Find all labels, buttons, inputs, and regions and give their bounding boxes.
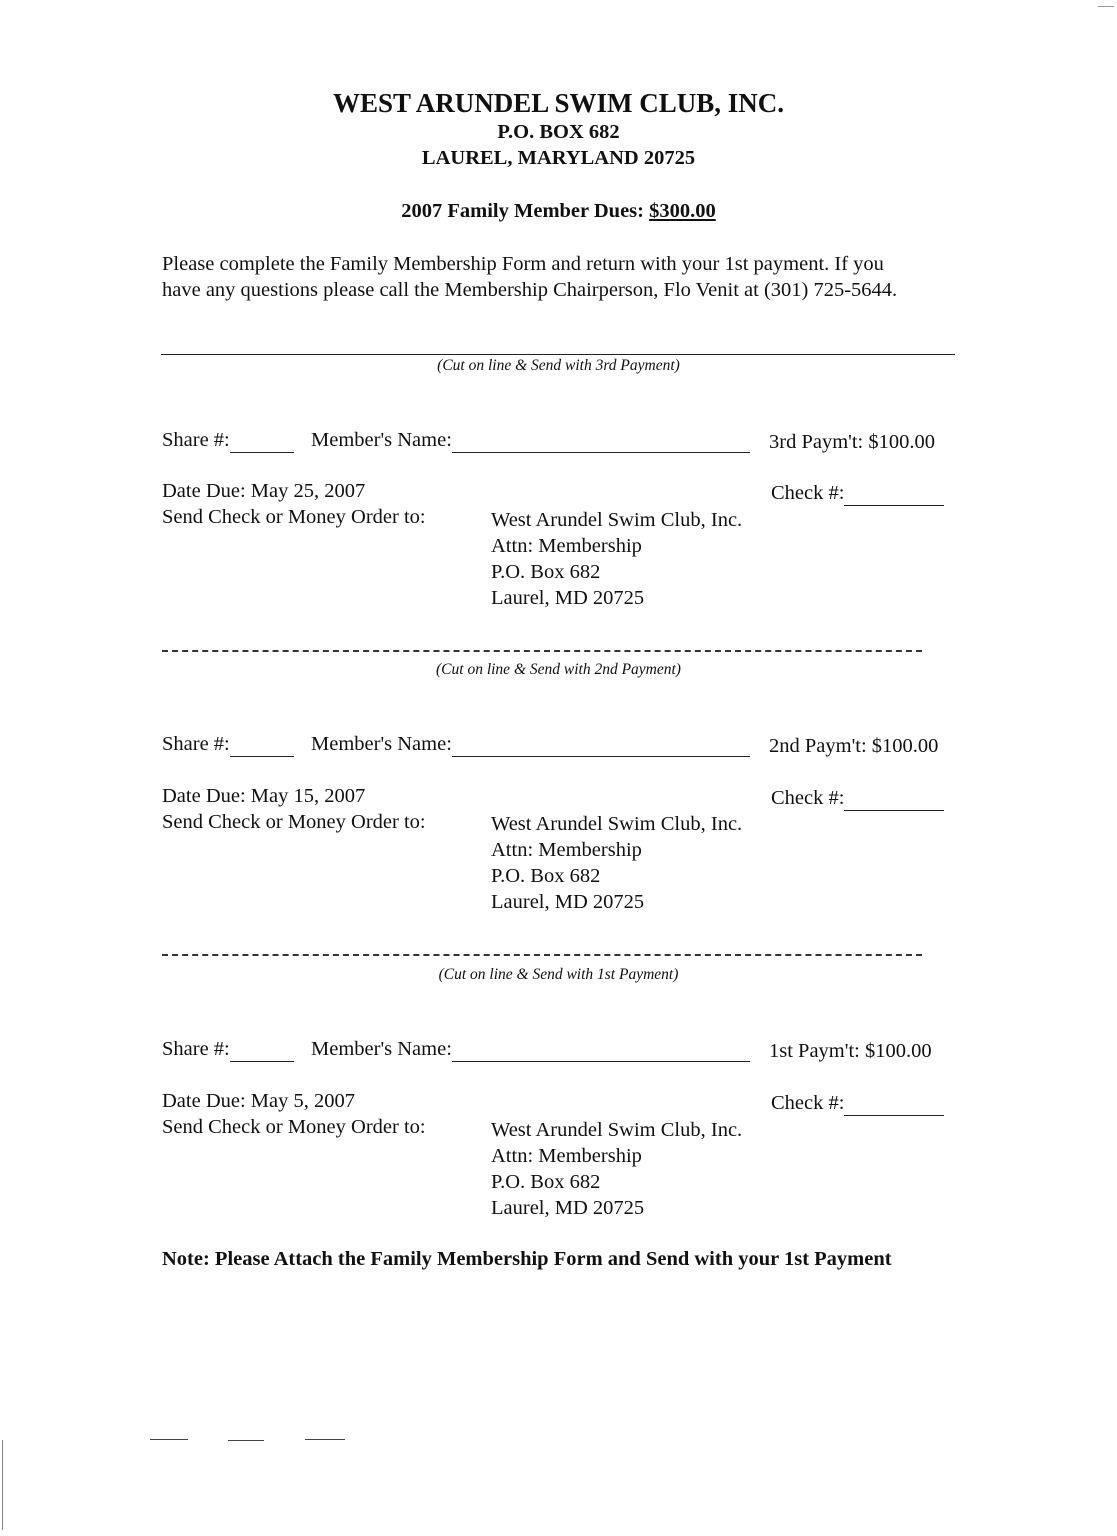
city-state: LAUREL, MARYLAND 20725 (421, 147, 696, 169)
scan-mark (150, 1439, 188, 1440)
po-box: P.O. BOX 682 (497, 121, 620, 143)
share-input[interactable] (230, 1038, 294, 1062)
mailing-address (491, 1117, 742, 1221)
check-input[interactable] (844, 1092, 944, 1116)
check-label: Check #: (771, 1092, 845, 1114)
date-due: Date Due: May 5, 2007 (162, 1090, 355, 1112)
scan-mark (305, 1439, 345, 1440)
send-to-label: Send Check or Money Order to: (162, 1116, 426, 1138)
payment-amount: 3rd Paym't: $100.00 (769, 431, 935, 453)
payment-amount: 1st Paym't: $100.00 (769, 1040, 932, 1062)
cut-instruction: (Cut on line & Send with 3rd Payment) (437, 357, 680, 374)
address-city: Laurel, MD 20725 (491, 891, 645, 913)
club-name: WEST ARUNDEL SWIM CLUB, INC. (332, 88, 785, 118)
member-name-field (311, 733, 750, 757)
address-box: P.O. Box 682 (491, 1171, 601, 1193)
send-to-label: Send Check or Money Order to: (162, 811, 426, 833)
scan-edge-mark (2, 1440, 3, 1530)
member-name-field (311, 429, 750, 453)
cut-instruction: (Cut on line & Send with 1st Payment) (438, 966, 679, 983)
address-attn: Attn: Membership (491, 1145, 642, 1167)
check-field (771, 482, 944, 506)
member-name-label: Member's Name: (311, 1038, 452, 1060)
share-label: Share #: (162, 733, 230, 755)
date-due: Date Due: May 25, 2007 (162, 480, 366, 502)
address-name: West Arundel Swim Club, Inc. (491, 509, 743, 531)
address-city: Laurel, MD 20725 (491, 1197, 645, 1219)
share-label: Share #: (162, 429, 230, 451)
cut-line-solid (161, 354, 955, 355)
check-input[interactable] (844, 787, 944, 811)
share-label: Share #: (162, 1038, 230, 1060)
date-due: Date Due: May 15, 2007 (162, 785, 366, 807)
member-name-input[interactable] (452, 1038, 750, 1062)
share-field (162, 733, 294, 757)
cut-instruction: (Cut on line & Send with 2nd Payment) (436, 661, 681, 678)
cut-line-dashed (162, 650, 922, 652)
share-field (162, 1038, 294, 1062)
cut-line-dashed (162, 954, 922, 956)
check-field (771, 787, 944, 811)
intro-line-2: have any questions please call the Membership Chairperson, Flo Venit at (301) 725-5644. (162, 279, 898, 301)
payment-amount: 2nd Paym't: $100.00 (769, 735, 939, 757)
member-name-label: Member's Name: (311, 429, 452, 451)
dues-amount: $300.00 (649, 200, 716, 222)
check-label: Check #: (771, 482, 845, 504)
mailing-address (491, 811, 742, 915)
share-input[interactable] (230, 733, 294, 757)
send-to-label: Send Check or Money Order to: (162, 506, 426, 528)
address-name: West Arundel Swim Club, Inc. (491, 1119, 743, 1141)
scan-mark (1098, 6, 1114, 7)
dues-label: 2007 Family Member Dues: (401, 200, 644, 222)
attach-note: Note: Please Attach the Family Membership Form and Send with your 1st Payment (162, 1248, 892, 1270)
scan-mark (228, 1440, 264, 1441)
dues-line (0, 200, 1117, 223)
intro-line-1: Please complete the Family Membership Form and return with your 1st payment. If you (162, 253, 884, 275)
member-name-field (311, 1038, 750, 1062)
share-input[interactable] (230, 429, 294, 453)
address-box: P.O. Box 682 (491, 561, 601, 583)
address-attn: Attn: Membership (491, 839, 642, 861)
member-name-input[interactable] (452, 733, 750, 757)
address-name: West Arundel Swim Club, Inc. (491, 813, 743, 835)
mailing-address (491, 507, 742, 611)
check-field (771, 1092, 944, 1116)
check-input[interactable] (844, 482, 944, 506)
share-field (162, 429, 294, 453)
member-name-input[interactable] (452, 429, 750, 453)
address-city: Laurel, MD 20725 (491, 587, 645, 609)
member-name-label: Member's Name: (311, 733, 452, 755)
address-attn: Attn: Membership (491, 535, 642, 557)
check-label: Check #: (771, 787, 845, 809)
address-box: P.O. Box 682 (491, 865, 601, 887)
